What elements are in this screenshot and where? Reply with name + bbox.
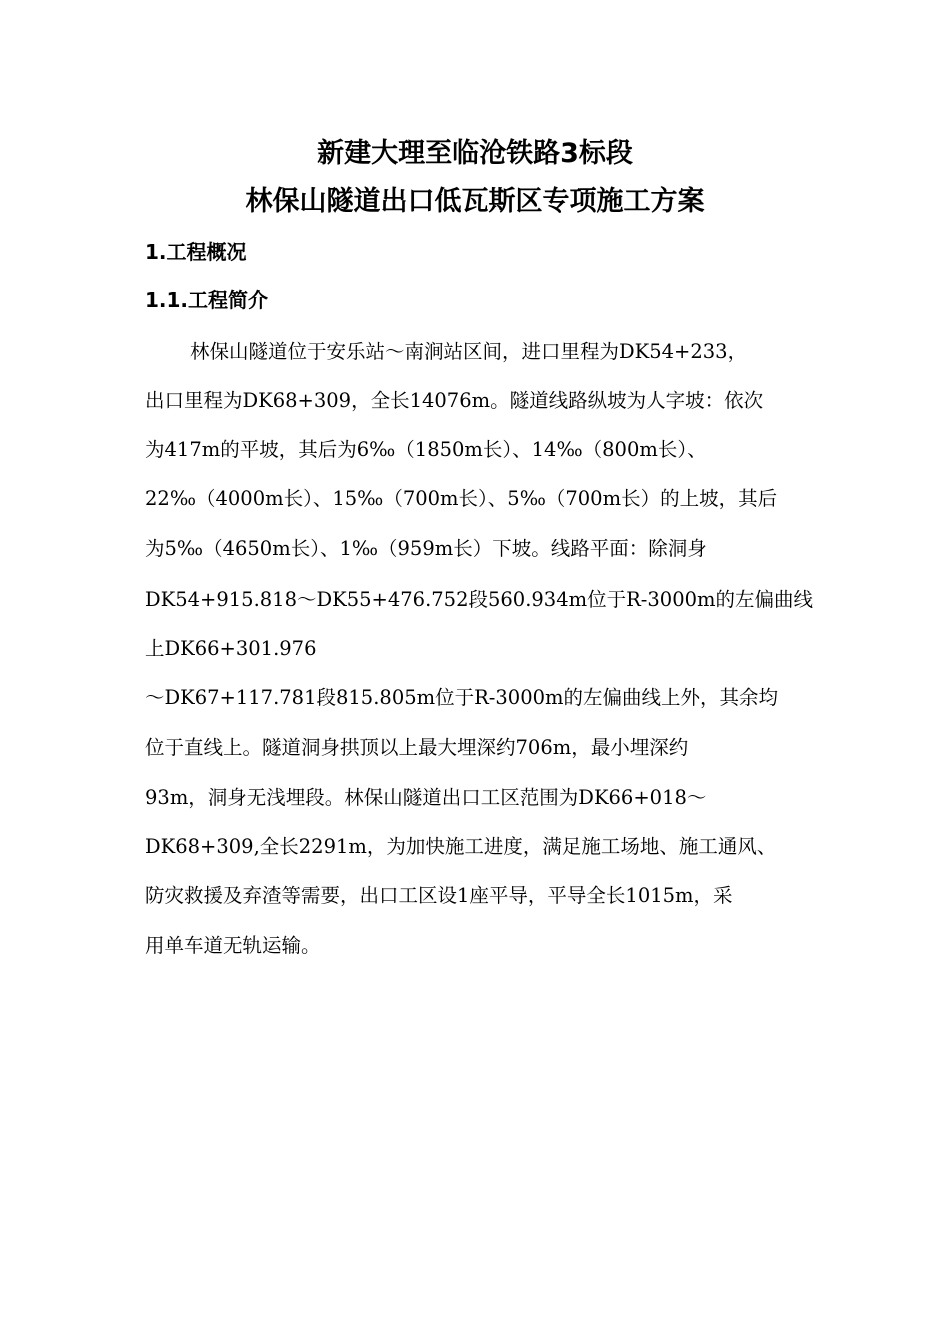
body-line-1: 林保山隧道位于安乐站～南涧站区间，进口里程为DK54+233， bbox=[190, 340, 748, 363]
body-line-8: ～DK67+117.781段815.805m位于R-3000m的左偏曲线上外，其余均 bbox=[145, 686, 779, 709]
body-line-13: 用单车道无轨运输。 bbox=[145, 934, 321, 957]
body-line-11: DK68+309,全长2291m，为加快施工进度，满足施工场地、施工通风、 bbox=[145, 835, 777, 858]
body-line-12: 防灾救援及弃渣等需要，出口工区设1座平导，平导全长1015m，采 bbox=[145, 884, 733, 907]
body-line-10: 93m，洞身无浅埋段。林保山隧道出口工区范围为DK66+018～ bbox=[145, 786, 707, 809]
body-line-7: 上DK66+301.976 bbox=[145, 637, 317, 660]
body-line-5: 为5‰（4650m长）、1‰（959m长）下坡。线路平面：除洞身 bbox=[145, 537, 707, 560]
body-line-9: 位于直线上。隧道洞身拱顶以上最大埋深约706m，最小埋深约 bbox=[145, 736, 689, 759]
body-line-3: 为417m的平坡，其后为6‰（1850m长）、14‰（800m长）、 bbox=[145, 438, 707, 461]
document-title-line-2: 林保山隧道出口低瓦斯区专项施工方案 bbox=[245, 186, 705, 217]
document-title-line-1: 新建大理至临沧铁路3标段 bbox=[317, 138, 633, 169]
section-heading-1: 1.工程概况 bbox=[145, 240, 247, 264]
body-line-4: 22‰（4000m长）、15‰（700m长）、5‰（700m长）的上坡，其后 bbox=[145, 487, 778, 510]
section-heading-1-1: 1.1.工程简介 bbox=[145, 288, 269, 312]
body-line-2: 出口里程为DK68+309，全长14076m。隧道线路纵坡为人字坡：依次 bbox=[145, 389, 764, 412]
body-line-6: DK54+915.818～DK55+476.752段560.934m位于R-3000m的左偏曲线 bbox=[145, 588, 813, 611]
